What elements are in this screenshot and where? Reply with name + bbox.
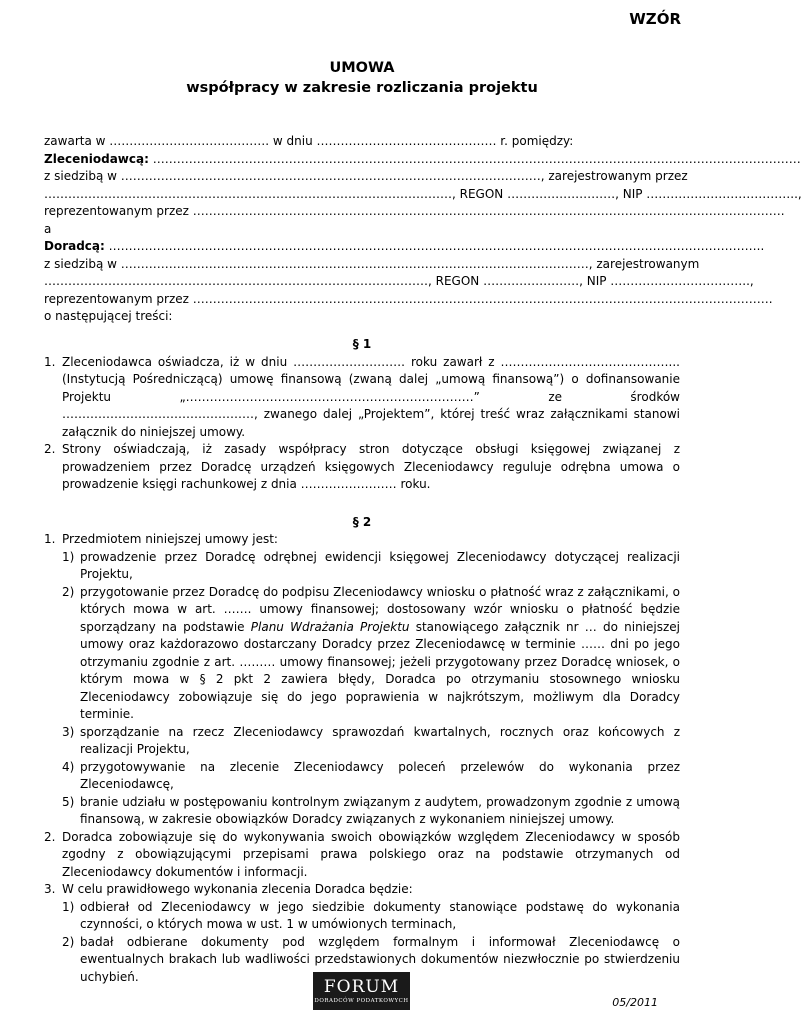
sec2-item-5 [62, 794, 680, 829]
paragraph-number: 2. [44, 829, 56, 844]
item-number: 1) [62, 899, 75, 914]
sec1-paragraph-2 [44, 441, 680, 494]
item-text: badał odbierane dokumenty pod względem formalnym i informował Zleceniodawcę o ewentualnych brakach lub wadliwości przedstawionych dokumentów niezwłocznie po stwierdzeniu uchybień. [80, 934, 680, 984]
title-line-2: współpracy w zakresie rozliczania projektu [186, 80, 538, 96]
logo-main-text: FORUM [323, 977, 400, 997]
item-number: 2) [62, 584, 75, 599]
item-text: branie udziału w postępowaniu kontrolnym związanym z audytem, prowadzonym zgodnie z umową finansową, w zakresie obowiązków Doradcy związanych z wykonaniem niniejszej umowy. [80, 794, 680, 826]
item-text-part: przygotowanie przez Doradcę do podpisu Zleceniodawcy wniosku o płatność wraz z załącznikami, o których mowa w art. ……. umowy finansowej; dostosowany wzór wniosku o płatność będzie sporządzany na podstawie [80, 584, 680, 634]
paragraph-number: 1. [44, 354, 56, 369]
contract-place-date: zawarta w …………………………………. w dniu ……………………………………… r. pomiędzy: [44, 134, 574, 148]
paragraph-text: Przedmiotem niniejszej umowy jest: [62, 532, 278, 546]
client-seat: z siedzibą w ……………………………………………………………………………………………, zarejestrowanym przez [44, 169, 688, 183]
item-text: przygotowywanie na zlecenie Zleceniodawcy poleceń przelewów do wykonania przez Zleceniodawcę, [80, 759, 680, 791]
item-number: 5) [62, 794, 75, 809]
client-fill: ……………………………………………………………………………………………………………………………………………… [148, 151, 801, 166]
sec2-paragraph-3 [44, 881, 680, 899]
sec2-duty-1 [62, 899, 680, 934]
contract-body [44, 336, 680, 986]
client-label: Zleceniodawcą: [44, 151, 149, 166]
template-label: WZÓR [629, 10, 681, 28]
document-title [0, 58, 724, 98]
advisor-label: Doradcą: [44, 239, 105, 253]
sec2-paragraph-2 [44, 829, 680, 882]
paragraph-text: W celu prawidłowego wykonania zlecenia Doradca będzie: [62, 882, 413, 896]
paragraph-text: Strony oświadczają, iż zasady współpracy stron dotyczące obsługi księgowej związanej z prowadzeniem przez Doradcę urządzeń księgowych Zleceniodawcy reguluje odrębna umowa o prowadzenie księgi rachunkowej z dnia …………………… roku. [62, 442, 680, 491]
item-text: odbierał od Zleceniodawcy w jego siedzibie dokumenty stanowiące podstawę do wykonania czynności, o których mowa w ust. 1 w umówionych terminach, [80, 899, 680, 931]
plan-reference: Planu Wdrażania Projektu [250, 619, 410, 634]
content-intro: o następującej treści: [44, 309, 173, 323]
paragraph-number: 3. [44, 882, 56, 896]
advisor-fill: ……………………………………………………………………………………………………………………………………………….. [104, 239, 765, 253]
item-number: 1) [62, 549, 75, 564]
paragraph-number: 1. [44, 532, 56, 546]
section-1-title: § 1 [352, 337, 372, 351]
client-regon-nip: …………………………………………………………………………………………, REGON ………………………, NIP ……………………………….., [44, 186, 802, 201]
forum-logo [313, 972, 410, 1010]
conjunction: a [44, 221, 52, 236]
sec2-item-4 [62, 759, 680, 794]
advisor-seat: z siedzibą w ………………………………………………………………………………………………………, zarejestrowanym [44, 256, 700, 271]
sec2-item-1 [62, 549, 680, 584]
item-text [80, 584, 680, 724]
paragraph-number: 2. [44, 442, 56, 456]
section-2-title: § 2 [352, 514, 372, 529]
item-number: 2) [62, 934, 75, 949]
logo-sub-text: DORADCÓW PODATKOWYCH [314, 998, 409, 1004]
item-number: 4) [62, 759, 75, 774]
sec2-item-3 [62, 724, 680, 759]
advisor-regon-nip: ……………………………………………………………………………………, REGON ……………………, NIP …………………………….., [44, 274, 754, 288]
sec2-item-2 [62, 584, 680, 724]
title-line-1: UMOWA [329, 60, 395, 76]
item-text: sporządzanie na rzecz Zleceniodawcy sprawozdań kwartalnych, rocznych oraz końcowych z realizacji Projektu, [80, 724, 680, 756]
parties-section [44, 133, 802, 326]
item-number: 3) [62, 724, 75, 739]
paragraph-text: Doradca zobowiązuje się do wykonywania swoich obowiązków względem Zleceniodawcy w sposób zgodny z obowiązującymi przepisami prawa polskiego oraz na podstawie otrzymanych od Zleceniodawcy dokumentów i informacji. [62, 829, 680, 879]
advisor-line [44, 238, 765, 256]
sec2-paragraph-1 [44, 531, 680, 549]
paragraph-text: Zleceniodawca oświadcza, iż w dniu ………………………. roku zawarł z ……………………………………... (Instytucją Pośredniczącą) umowę finansową (zwaną dalej „umową finansową”) o dofinansowanie Projektu „………………………………………………………………” ze środków …………………………………………, zwanego dalej „Projektem”, której treść wraz załącznikami stanowi załącznik do niniejszej umowy. [62, 354, 680, 439]
client-line [44, 151, 801, 169]
client-representative: reprezentowanym przez …………………………………………………………………………………………………………………………………. [44, 204, 785, 218]
document-date: 05/2011 [612, 996, 658, 1009]
advisor-representative: reprezentowanym przez ………………………………………………………………………………………………………………………………. [44, 291, 773, 306]
item-text-part: stanowiącego załącznik nr … do niniejszej umowy oraz każdorazowo dostarczany Doradcy przez Zleceniodawcę w terminie …… dni po jego otrzymaniu zgodnie z art. ……… umowy finansowej; jeżeli przygotowany przez Doradcę wniosek, o którym mowa w § 2 pkt 2 zawiera błędy, Doradca po otrzymaniu stosownego wniosku Zleceniodawcy zobowiązuje się do jego poprawienia w najkrótszym, możliwym dla Doradcy terminie. [80, 619, 680, 721]
sec1-paragraph-1 [44, 354, 680, 442]
item-text: prowadzenie przez Doradcę odrębnej ewidencji księgowej Zleceniodawcy dotyczącej realizacji Projektu, [80, 549, 680, 581]
